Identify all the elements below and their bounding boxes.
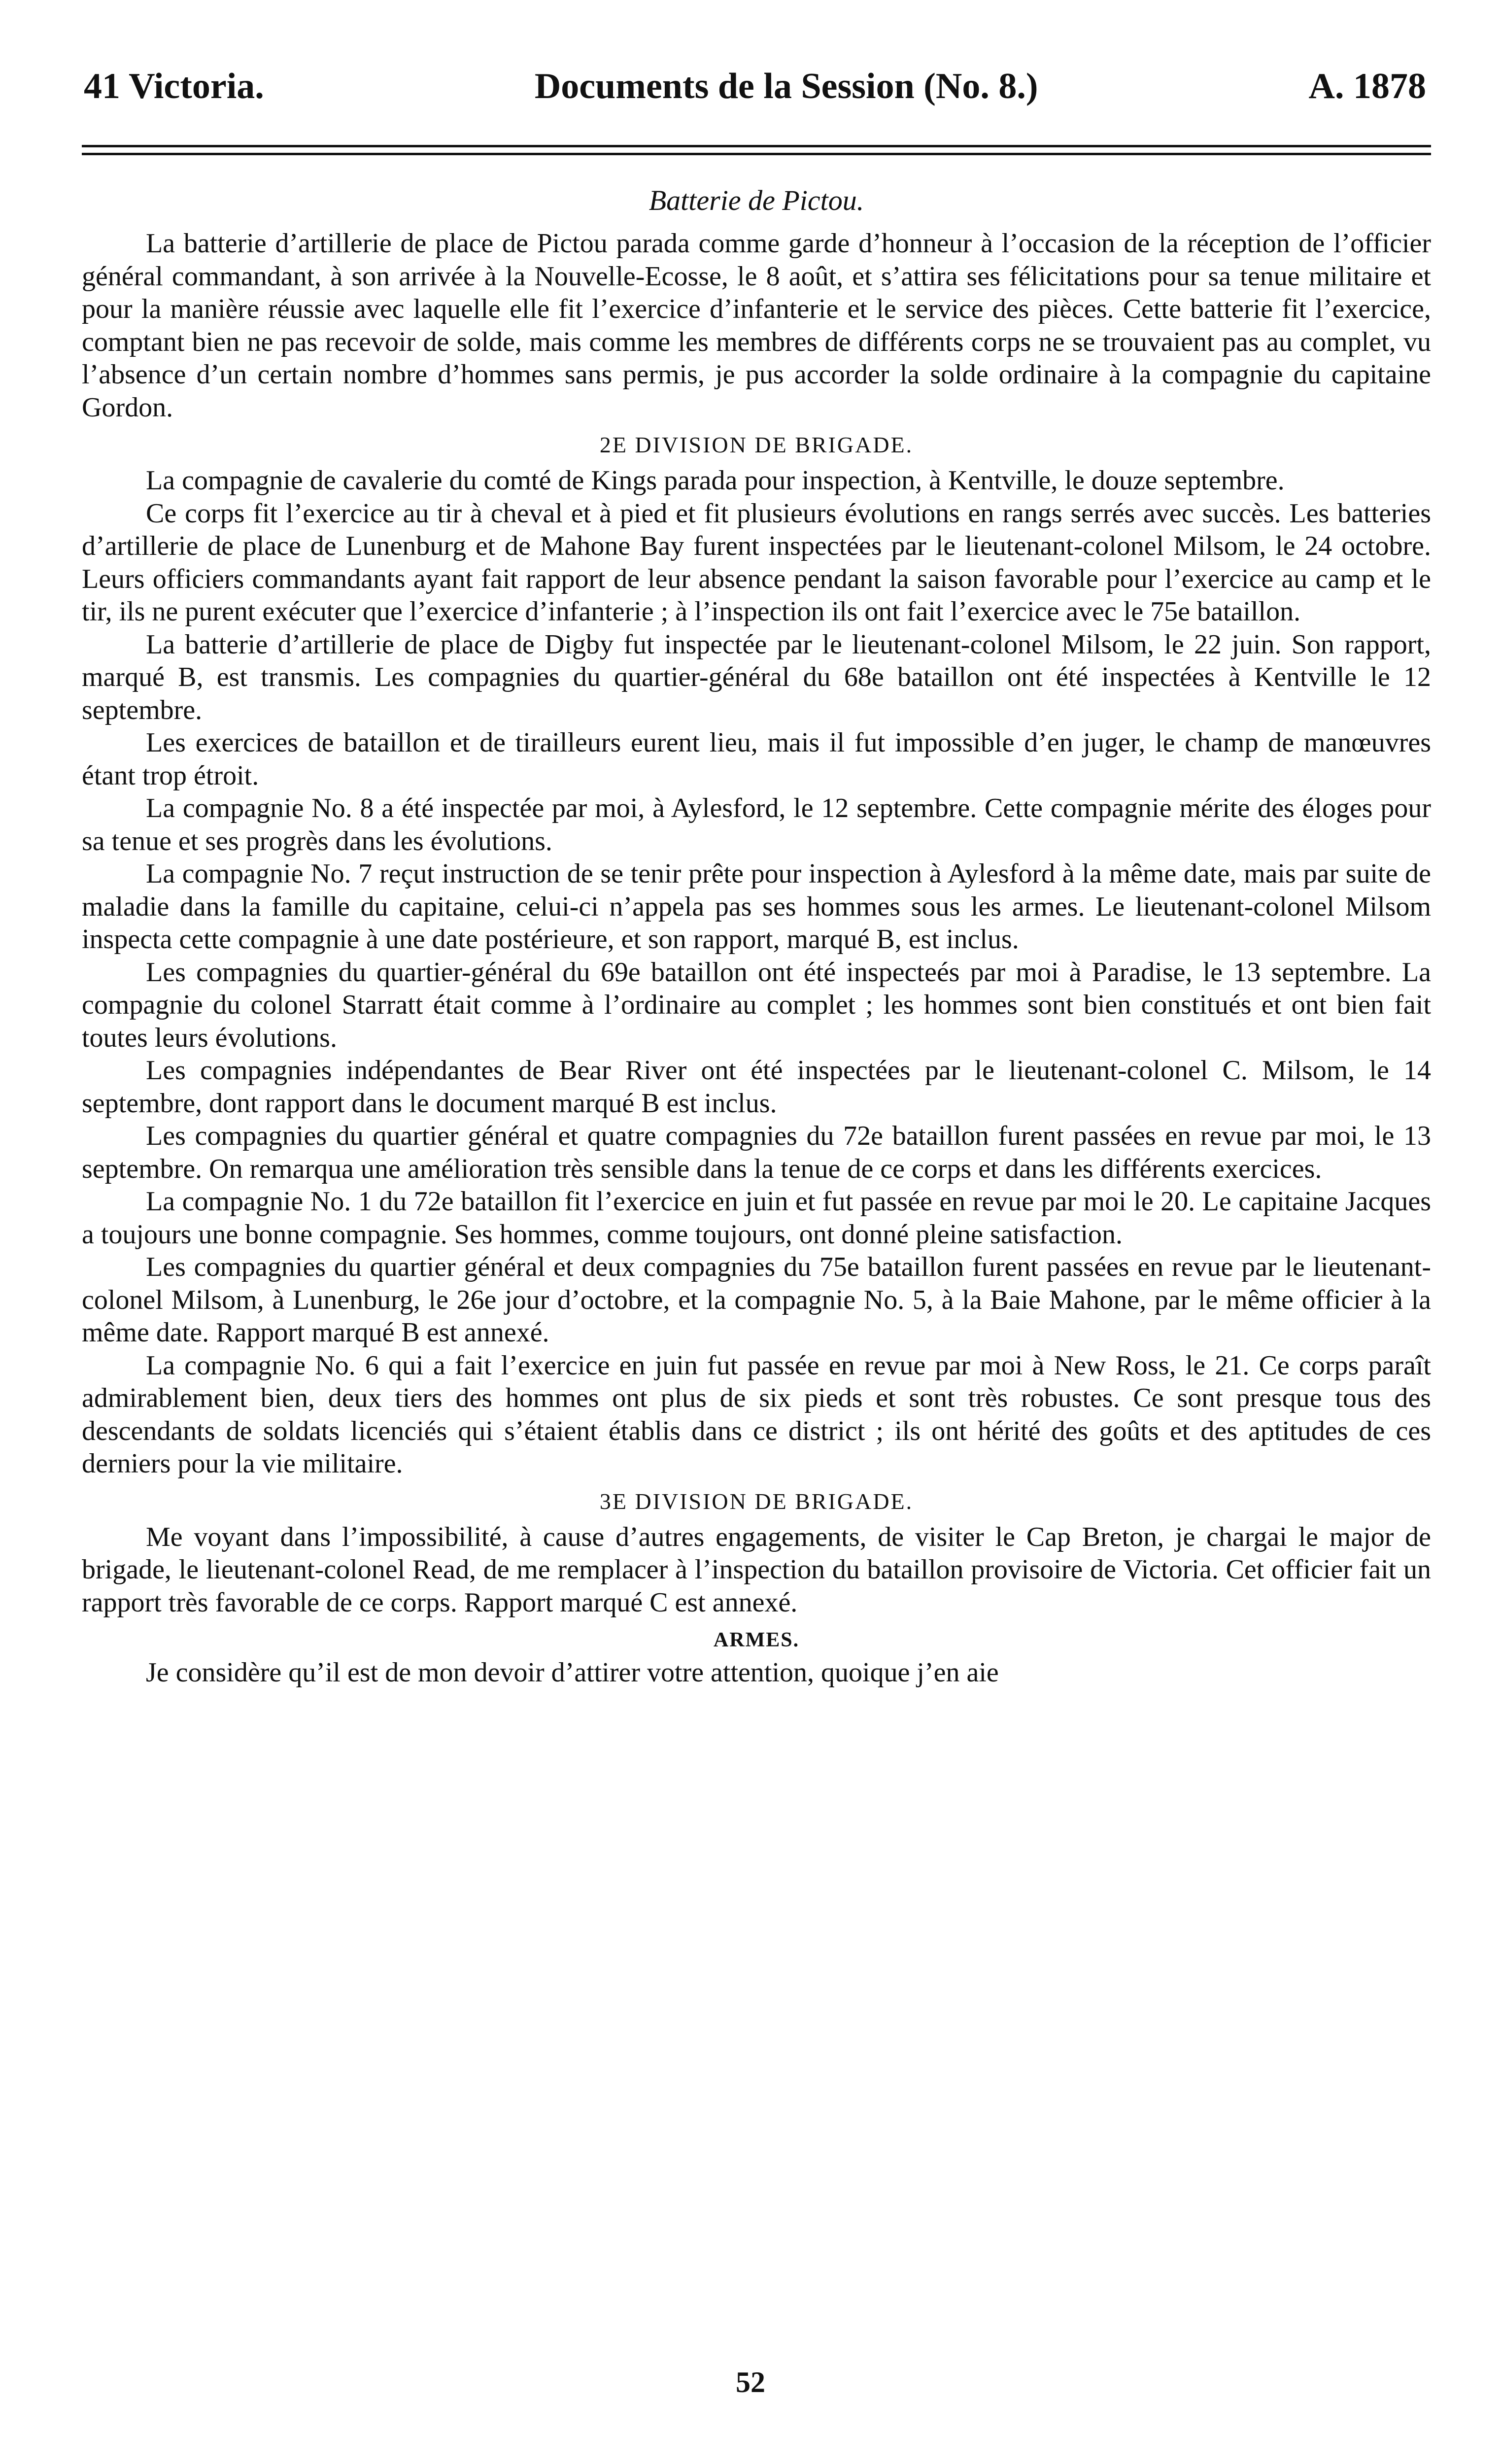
division-3-heading: 3E DIVISION DE BRIGADE.	[599, 1488, 914, 1514]
paragraph: La compagnie de cavalerie du comté de Kings parada pour inspection, à Kentville, le douze septembre.	[146, 465, 1285, 496]
paragraph: Les compagnies du quartier-général du 69e bataillon ont été inspecteés par moi à Paradise, le 13 septembre. La compagnie du colonel Starratt était comme à l’ordinaire au complet ; les hommes sont bien constitués et ont bien fait toutes leurs évolutions.	[82, 957, 1431, 1053]
section-title-pictou: Batterie de Pictou.	[648, 184, 864, 216]
paragraph: Les compagnies indépendantes de Bear River ont été inspectées par le lieutenant-colonel C. Milsom, le 14 septembre, dont rapport dans le document marqué B est inclus.	[82, 1055, 1431, 1119]
division-2-section	[82, 464, 1431, 1480]
paragraph: La batterie d’artillerie de place de Pictou parada comme garde d’honneur à l’occasion de la réception de l’officier général commandant, à son arrivée à la Nouvelle-Ecosse, le 8 août, et s’attira ses félicitations pour sa tenue militaire et pour la manière réussie avec laquelle elle fit l’exercice d’infanterie et le service des pièces. Cette batterie fit l’exercice, comptant bien ne pas recevoir de solde, mais comme les membres de différents corps ne se trouvaient pas au complet, vu l’absence d’un certain nombre d’hommes sans permis, je pus accorder la solde ordinaire à la compagnie du capitaine Gordon.	[82, 228, 1431, 423]
header-rule-bottom	[82, 153, 1431, 155]
header-title: Documents de la Session (No. 8.)	[534, 66, 1038, 106]
paragraph: La compagnie No. 7 reçut instruction de se tenir prête pour inspection à Aylesford à la même date, mais par suite de maladie dans la famille du capitaine, celui-ci n’appela pas ses hommes sous les armes. Le lieutenant-colonel Milsom inspecta cette compagnie à une date postérieure, et son rapport, marqué B, est inclus.	[82, 858, 1431, 955]
paragraph: Les exercices de bataillon et de tirailleurs eurent lieu, mais il fut impossible d’en juger, le champ de manœuvres étant trop étroit.	[82, 727, 1431, 791]
paragraph: Je considère qu’il est de mon devoir d’attirer votre attention, quoique j’en aie	[146, 1657, 999, 1688]
paragraph: La compagnie No. 1 du 72e bataillon fit l’exercice en juin et fut passée en revue par moi le 20. Le capitaine Jacques a toujours une bonne compagnie. Ses hommes, comme toujours, ont donné pleine satisfaction.	[82, 1186, 1431, 1250]
header-year: A. 1878	[1308, 66, 1426, 106]
armes-section	[82, 1656, 1431, 1689]
running-header	[82, 64, 1431, 108]
division-2-heading: 2E DIVISION DE BRIGADE.	[599, 432, 914, 457]
paragraph: Ce corps fit l’exercice au tir à cheval et à pied et fit plusieurs évolutions en rangs serrés avec succès. Les batteries d’artillerie de place de Lunenburg et de Mahone Bay furent inspectées par le lieutenant-colonel Milsom, le 24 octobre. Leurs officiers commandants ayant fait rapport de leur absence pendant la saison favorable pour l’exercice au camp et le tir, ils ne purent exécuter que l’exercice d’infanterie ; à l’inspection ils ont fait l’exercice avec le 75e bataillon.	[82, 498, 1431, 627]
armes-heading: ARMES.	[713, 1629, 800, 1651]
pictou-section	[82, 227, 1431, 424]
header-double-rule	[82, 145, 1431, 155]
paragraph: La batterie d’artillerie de place de Digby fut inspectée par le lieutenant-colonel Milsom, le 22 juin. Son rapport, marqué B, est transmis. Les compagnies du quartier-général du 68e bataillon ont été inspectées à Kentville le 12 septembre.	[82, 629, 1431, 725]
paragraph: Me voyant dans l’impossibilité, à cause d’autres engagements, de visiter le Cap Breton, je chargai le major de brigade, le lieutenant-colonel Read, de me remplacer à l’inspection du bataillon provisoire de Victoria. Cet officier fait un rapport très favorable de ce corps. Rapport marqué C est annexé.	[82, 1521, 1431, 1618]
paragraph: La compagnie No. 8 a été inspectée par moi, à Aylesford, le 12 septembre. Cette compagnie mérite des éloges pour sa tenue et ses progrès dans les évolutions.	[82, 793, 1431, 856]
division-3-section	[82, 1521, 1431, 1619]
header-regnal-year: 41 Victoria.	[84, 66, 264, 106]
paragraph: Les compagnies du quartier général et quatre compagnies du 72e bataillon furent passées en revue par moi, le 13 septembre. On remarqua une amélioration très sensible dans la tenue de ce corps et dans les différents exercices.	[82, 1121, 1431, 1184]
page-number: 52	[736, 2366, 765, 2398]
header-rule-top	[82, 145, 1431, 147]
paragraph: Les compagnies du quartier général et deux compagnies du 75e bataillon furent passées en revue par le lieutenant-colonel Milsom, à Lunenburg, le 26e jour d’octobre, et la compagnie No. 5, à la Baie Mahone, par le même officier à la même date. Rapport marqué B est annexé.	[82, 1252, 1431, 1348]
paragraph: La compagnie No. 6 qui a fait l’exercice en juin fut passée en revue par moi à New Ross, le 21. Ce corps paraît admirablement bien, deux tiers des hommes ont plus de six pieds et sont très robustes. Ce sont presque tous des descendants de soldats licenciés qui s’étaient établis dans ce district ; ils ont hérité des goûts et des aptitudes de ces derniers pour la vie militaire.	[82, 1350, 1431, 1479]
